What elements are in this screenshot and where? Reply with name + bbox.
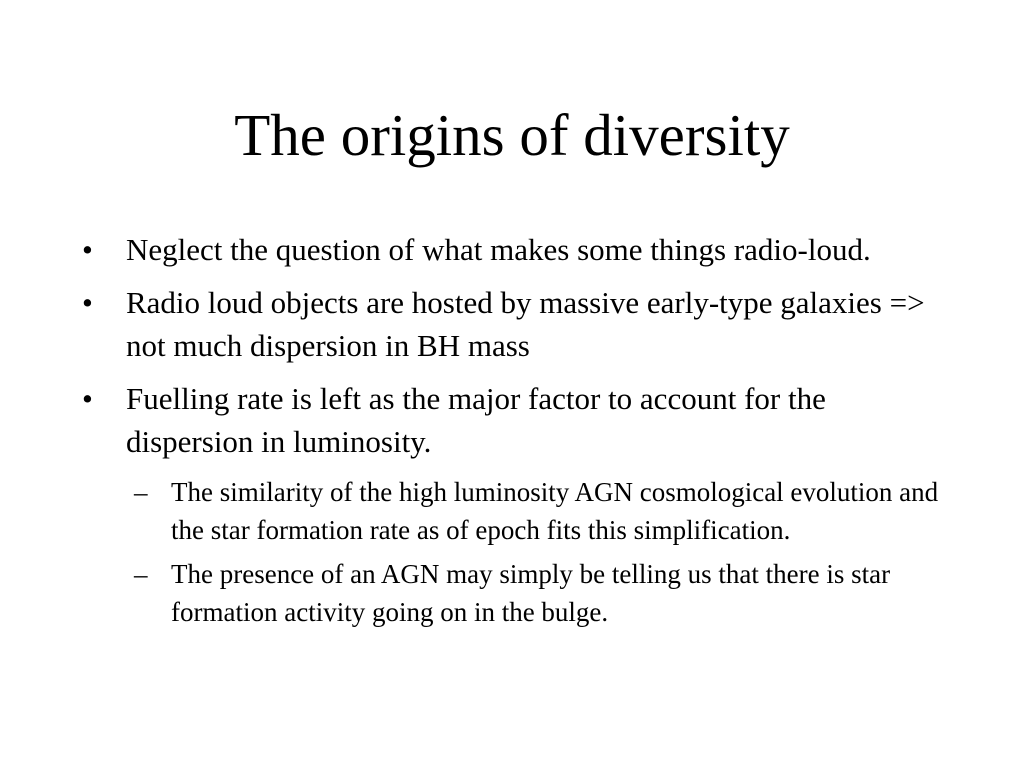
- bullet-dot-icon: •: [82, 285, 93, 320]
- bullet-text: Neglect the question of what makes some things radio-loud.: [126, 232, 871, 267]
- bullet-dot-icon: •: [82, 232, 93, 267]
- sub-bullet-item: [78, 555, 948, 631]
- sub-bullet-item: [78, 473, 948, 549]
- bullet-item: [78, 228, 948, 271]
- bullet-dot-icon: •: [82, 381, 93, 416]
- bullet-item: [78, 377, 948, 463]
- bullet-text: Fuelling rate is left as the major factor to account for the dispersion in luminosity.: [126, 381, 826, 459]
- sub-bullet-group: [78, 473, 948, 631]
- bullet-item: [78, 281, 948, 367]
- sub-bullet-text: The similarity of the high luminosity AGN cosmological evolution and the star formation rate as of epoch fits this simplification.: [171, 477, 939, 545]
- dash-icon: –: [134, 477, 148, 507]
- slide-title: The origins of diversity: [234, 102, 790, 168]
- sub-bullet-text: The presence of an AGN may simply be telling us that there is star formation activity going on in the bulge.: [171, 559, 891, 627]
- dash-icon: –: [134, 559, 148, 589]
- sub-bullet-list: [78, 473, 948, 631]
- bullet-text: Radio loud objects are hosted by massive early-type galaxies => not much dispersion in BH mass: [126, 285, 925, 363]
- bullet-list: [78, 228, 948, 637]
